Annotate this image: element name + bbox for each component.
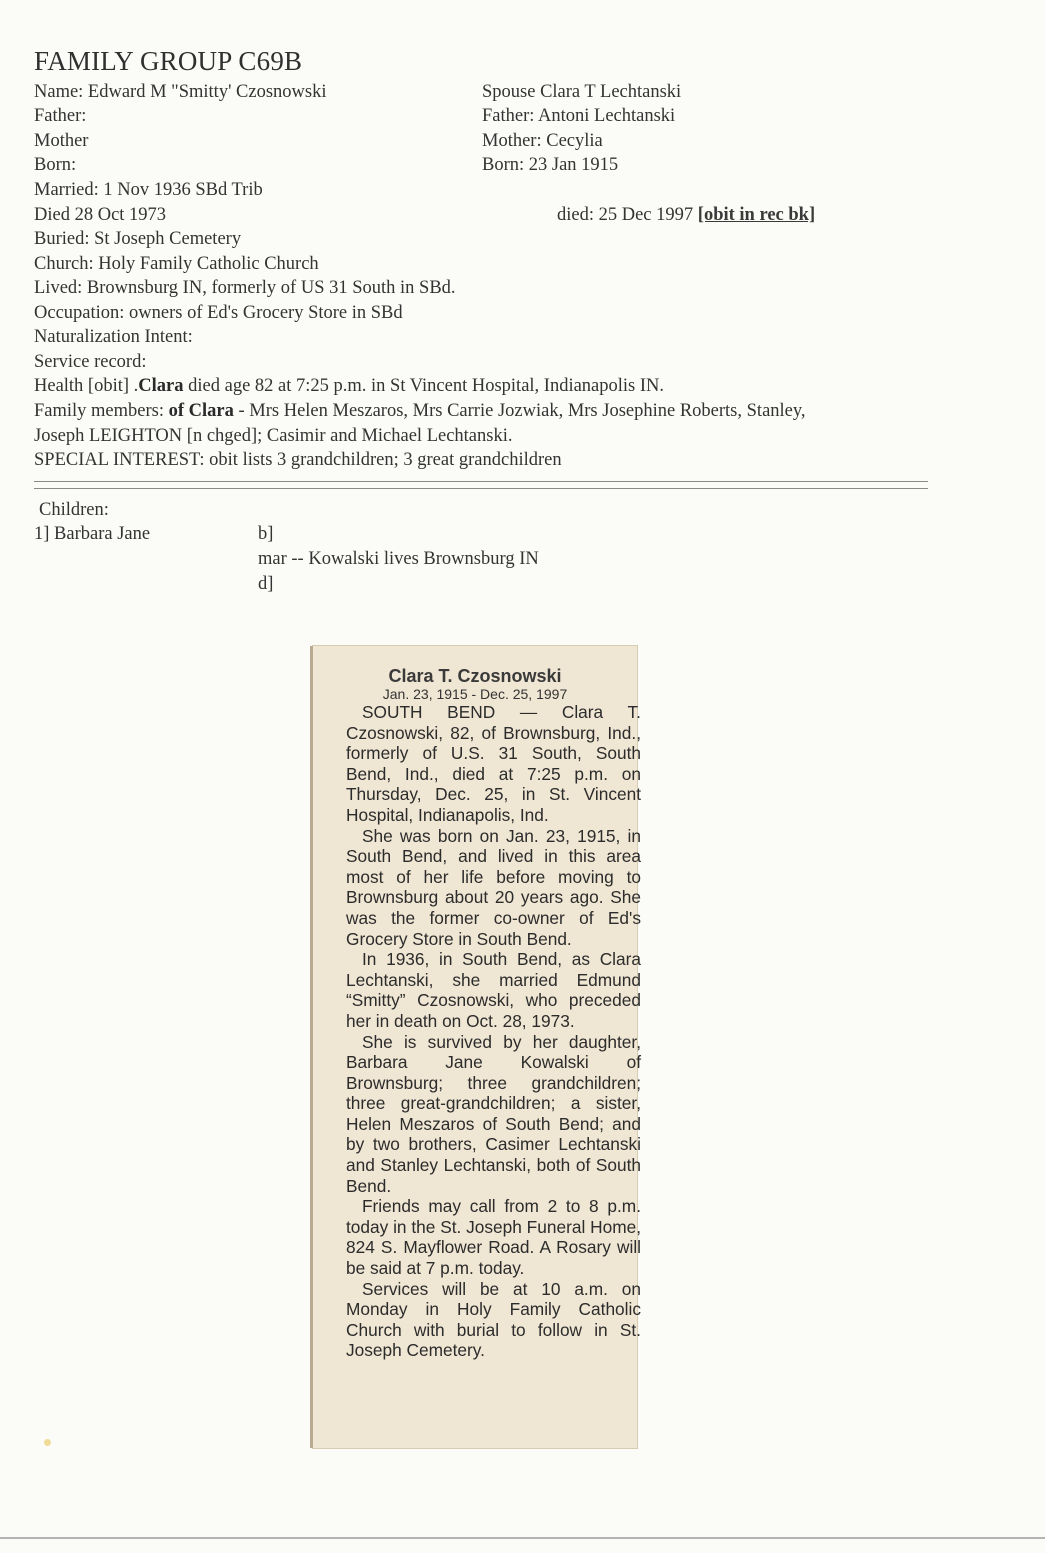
page-title: FAMILY GROUP C69B: [34, 46, 303, 76]
obituary-paragraph: In 1936, in South Bend, as Clara Lechtanski, she married Edmund “Smitty” Czosnowski, who preceded her in death on Oct. 28, 1973.: [346, 949, 641, 1031]
family-members-line2: Joseph LEIGHTON [n chged]; Casimir and Michael Lechtanski.: [34, 426, 513, 446]
obituary-dates: Jan. 23, 1915 - Dec. 25, 1997: [382, 686, 568, 702]
children-heading: Children:: [39, 500, 109, 520]
health-rest: died age 82 at 7:25 p.m. in St Vincent Hospital, Indianapolis IN.: [183, 376, 665, 396]
father-field: Father:: [34, 106, 87, 126]
paper-spot: [44, 1439, 51, 1446]
spouse-mother-field: Mother: Cecylia: [482, 131, 603, 151]
naturalization-field: Naturalization Intent:: [34, 327, 193, 347]
health-prefix: Health [obit] .: [34, 376, 139, 396]
married-field: Married: 1 Nov 1936 SBd Trib: [34, 180, 263, 200]
obituary-name: Clara T. Czosnowski: [388, 666, 562, 686]
family-bold: of Clara: [168, 401, 234, 421]
child-born: b]: [258, 524, 274, 544]
occupation-field: Occupation: owners of Ed's Grocery Store in SBd: [34, 303, 403, 323]
health-field: [34, 374, 664, 398]
service-record-field: Service record:: [34, 352, 147, 372]
name-field: Name: Edward M "Smitty' Czosnowski: [34, 82, 327, 102]
church-field: Church: Holy Family Catholic Church: [34, 254, 319, 274]
obit-link[interactable]: [obit in rec bk]: [697, 205, 816, 225]
born-field: Born:: [34, 155, 77, 175]
lived-field: Lived: Brownsburg IN, formerly of US 31 South in SBd.: [34, 278, 456, 298]
special-interest-field: SPECIAL INTEREST: obit lists 3 grandchildren; 3 great grandchildren: [34, 450, 562, 470]
family-members-field: [34, 399, 806, 423]
buried-field: Buried: St Joseph Cemetery: [34, 229, 242, 249]
obituary-paragraph: She is survived by her daughter, Barbara Jane Kowalski of Brownsburg; three grandchildren; three great-grandchildren; a sister, Helen Meszaros of South Bend; and by two brothers, Casimer Lechtanski and Stanley Lechtanski, both of South Bend.: [346, 1031, 641, 1196]
obituary-body: [346, 702, 641, 1361]
spouse-died-text: died: 25 Dec 1997: [557, 205, 698, 225]
spouse-born-field: Born: 23 Jan 1915: [482, 155, 619, 175]
mother-field: Mother: [34, 131, 89, 151]
spouse-field: Spouse Clara T Lechtanski: [482, 82, 682, 102]
spouse-father-field: Father: Antoni Lechtanski: [482, 106, 676, 126]
obituary-paragraph: She was born on Jan. 23, 1915, in South Bend, and lived in this area most of her life before moving to Brownsburg about 20 years ago. She was the former co-owner of Ed's Grocery Store in South Bend.: [346, 825, 641, 949]
spouse-died-field: [557, 203, 815, 227]
obituary-paragraph: SOUTH BEND — Clara T. Czosnowski, 82, of Brownsburg, Ind., formerly of U.S. 31 South, South Bend, Ind., died at 7:25 p.m. on Thursday, Dec. 25, in St. Vincent Hospital, Indianapolis, Ind.: [346, 702, 641, 825]
child-married: mar -- Kowalski lives Brownsburg IN: [258, 549, 539, 569]
double-rule-divider: [34, 481, 928, 489]
family-prefix: Family members:: [34, 401, 169, 421]
child-name: 1] Barbara Jane: [34, 524, 151, 544]
child-died: d]: [258, 574, 274, 594]
obituary-paragraph: Friends may call from 2 to 8 p.m. today in the St. Joseph Funeral Home, 824 S. Mayflower Road. A Rosary will be said at 7 p.m. today.: [346, 1196, 641, 1279]
obituary-clipping: [313, 646, 641, 1448]
health-name: Clara: [138, 376, 184, 396]
family-rest: - Mrs Helen Meszaros, Mrs Carrie Jozwiak, Mrs Josephine Roberts, Stanley,: [233, 401, 806, 421]
obituary-paragraph: Services will be at 10 a.m. on Monday in Holy Family Catholic Church with burial to follow in St. Joseph Cemetery.: [346, 1278, 641, 1361]
died-field: Died 28 Oct 1973: [34, 205, 167, 225]
page-bottom-edge: [0, 1537, 1045, 1539]
